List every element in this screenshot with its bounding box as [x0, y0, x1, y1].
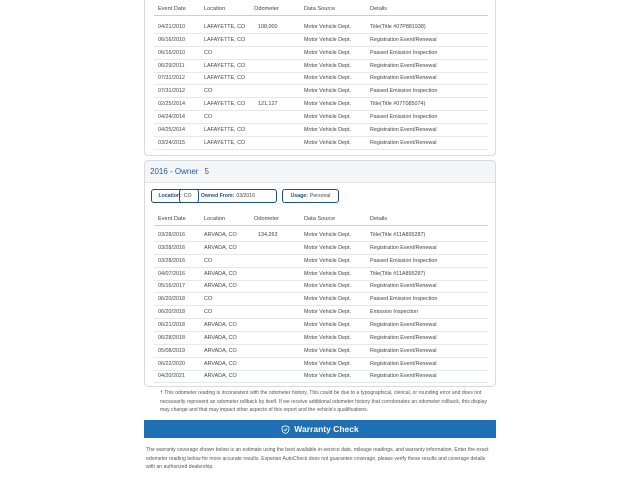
- cell-data-source: Motor Vehicle Dept.: [304, 296, 352, 303]
- col-event-date: Event Date: [158, 216, 186, 222]
- cell-data-source: Motor Vehicle Dept.: [304, 139, 352, 146]
- cell-event-date: 04/07/2016: [158, 270, 185, 277]
- table-row: [154, 345, 488, 358]
- cell-data-source: Motor Vehicle Dept.: [304, 101, 352, 108]
- col-location: Location: [204, 6, 226, 12]
- table-row: [154, 358, 488, 371]
- table-header: [154, 213, 488, 226]
- cell-event-date: 04/24/2014: [158, 113, 185, 120]
- cell-details: Passed Emission Inspection: [370, 257, 438, 264]
- col-data-source: Data Source: [304, 6, 336, 12]
- cell-details: Passed Emission Inspection: [370, 113, 438, 120]
- cell-details: Registration Event/Renewal: [370, 75, 437, 82]
- cell-details: Passed Emission Inspection: [370, 296, 438, 303]
- cell-data-source: Motor Vehicle Dept.: [304, 36, 352, 43]
- cell-location: CO: [204, 309, 213, 316]
- cell-data-source: Motor Vehicle Dept.: [304, 88, 352, 95]
- table-row: [154, 293, 488, 306]
- cell-location: CO: [204, 296, 213, 303]
- cell-details: Title(Title #11A895287): [370, 270, 426, 277]
- cell-event-date: 04/20/2021: [158, 373, 185, 380]
- owner-number: 5: [204, 167, 209, 176]
- cell-data-source: Motor Vehicle Dept.: [304, 62, 352, 69]
- warranty-title: Warranty Check: [294, 424, 359, 434]
- owned-from-label: Owned From:: [200, 193, 235, 199]
- cell-event-date: 06/28/2018: [158, 334, 185, 341]
- table-row: [154, 85, 488, 98]
- cell-details: Registration Event/Renewal: [370, 62, 437, 69]
- table-row: [154, 98, 488, 111]
- cell-location: CO: [204, 49, 213, 56]
- col-location: Location: [204, 216, 226, 222]
- cell-event-date: 07/31/2012: [158, 88, 185, 95]
- location-value: CO: [183, 193, 192, 199]
- cell-event-date: 07/31/2012: [158, 75, 185, 82]
- cell-event-date: 06/21/2018: [158, 321, 185, 328]
- cell-location: LAFAYETTE, CO: [204, 24, 246, 30]
- cell-event-date: 04/25/2014: [158, 126, 185, 133]
- cell-event-date: 03/28/2016: [158, 257, 185, 264]
- table-row: [154, 21, 488, 34]
- table-row: [154, 319, 488, 332]
- cell-details: Registration Event/Renewal: [370, 360, 437, 367]
- cell-event-date: 06/22/2020: [158, 360, 185, 367]
- cell-event-date: 03/28/2016: [158, 232, 185, 238]
- table-row: [154, 111, 488, 124]
- cell-event-date: 04/21/2010: [158, 24, 185, 30]
- cell-location: CO: [204, 88, 213, 95]
- cell-details: Registration Event/Renewal: [370, 139, 437, 146]
- cell-location: ARVADA, CO: [204, 270, 237, 277]
- table-row: [154, 72, 488, 85]
- owner-card: [144, 160, 496, 387]
- cell-details: Emission Inspection: [370, 309, 418, 316]
- location-label: Location:: [158, 193, 182, 199]
- cell-location: LAFAYETTE, CO: [204, 126, 246, 133]
- cell-location: ARVADA, CO: [204, 244, 237, 251]
- owner-header: [145, 161, 495, 183]
- table-row: [154, 124, 488, 137]
- cell-location: ARVADA, CO: [204, 360, 237, 367]
- cell-details: Title(Title #07P881938): [370, 24, 426, 30]
- usage-pill: [282, 189, 339, 203]
- cell-data-source: Motor Vehicle Dept.: [304, 126, 352, 133]
- table-row: [154, 370, 488, 383]
- cell-location: LAFAYETTE, CO: [204, 139, 246, 146]
- cell-data-source: Motor Vehicle Dept.: [304, 283, 352, 290]
- cell-details: Registration Event/Renewal: [370, 334, 437, 341]
- table-row: [154, 47, 488, 60]
- cell-details: Registration Event/Renewal: [370, 283, 437, 290]
- col-details: Details: [370, 216, 388, 222]
- cell-event-date: 02/25/2014: [158, 101, 185, 108]
- cell-data-source: Motor Vehicle Dept.: [304, 270, 352, 277]
- table-row: [154, 255, 488, 268]
- cell-data-source: Motor Vehicle Dept.: [304, 49, 352, 56]
- cell-details: Passed Emission Inspection: [370, 88, 438, 95]
- cell-event-date: 03/24/2015: [158, 139, 185, 146]
- cell-data-source: Motor Vehicle Dept.: [304, 360, 352, 367]
- cell-details: Registration Event/Renewal: [370, 126, 437, 133]
- cell-event-date: 06/16/2010: [158, 49, 185, 56]
- table-row: [154, 280, 488, 293]
- usage-label: Usage:: [290, 193, 308, 199]
- cell-event-date: 06/20/2018: [158, 309, 185, 316]
- shield-icon: [281, 425, 290, 434]
- cell-location: ARVADA, CO: [204, 347, 237, 354]
- cell-details: Passed Emission Inspection: [370, 49, 438, 56]
- cell-event-date: 03/28/2016: [158, 244, 185, 251]
- cell-location: ARVADA, CO: [204, 321, 237, 328]
- cell-data-source: Motor Vehicle Dept.: [304, 244, 352, 251]
- cell-details: Registration Event/Renewal: [370, 36, 437, 43]
- cell-details: Title(Title #07T085074): [370, 101, 426, 108]
- table-row: [154, 229, 488, 242]
- cell-location: CO: [204, 257, 213, 264]
- cell-location: ARVADA, CO: [204, 283, 237, 290]
- cell-data-source: Motor Vehicle Dept.: [304, 373, 352, 380]
- cell-odometer: 121,127: [258, 101, 278, 108]
- table-row: [154, 137, 488, 150]
- table-row: [154, 242, 488, 255]
- warranty-description: The warranty coverage shown below is an estimate using the best available in-service date, mileage readings, and warranty information. Enter the exact odometer reading below for more accurate results. Experian AutoCheck does not guarantee coverage, please verify these results and coverage details with an authorized dealership.: [146, 447, 489, 470]
- cell-event-date: 06/16/2010: [158, 36, 185, 43]
- cell-location: ARVADA, CO: [204, 334, 237, 341]
- history-card-previous-owner: [144, 0, 496, 156]
- cell-data-source: Motor Vehicle Dept.: [304, 232, 352, 238]
- cell-location: ARVADA, CO: [204, 232, 237, 238]
- cell-location: CO: [204, 113, 213, 120]
- cell-data-source: Motor Vehicle Dept.: [304, 321, 352, 328]
- cell-location: LAFAYETTE, CO: [204, 75, 246, 82]
- cell-odometer: 134,263: [258, 232, 278, 238]
- cell-data-source: Motor Vehicle Dept.: [304, 347, 352, 354]
- table-row: [154, 332, 488, 345]
- cell-location: ARVADA, CO: [204, 373, 237, 380]
- table-header: [154, 3, 488, 16]
- cell-details: Registration Event/Renewal: [370, 373, 437, 380]
- col-odometer: Odometer: [254, 6, 279, 12]
- table-row: [154, 268, 488, 281]
- cell-location: LAFAYETTE, CO: [204, 101, 246, 108]
- cell-details: Registration Event/Renewal: [370, 347, 437, 354]
- warranty-check-banner: [144, 420, 496, 438]
- cell-data-source: Motor Vehicle Dept.: [304, 75, 352, 82]
- cell-details: Registration Event/Renewal: [370, 244, 437, 251]
- col-details: Details: [370, 6, 388, 12]
- cell-odometer: 108,000: [258, 24, 278, 30]
- cell-location: LAFAYETTE, CO: [204, 36, 246, 43]
- cell-event-date: 05/08/2019: [158, 347, 185, 354]
- table-row: [154, 60, 488, 73]
- odometer-footnote: † This odometer reading is inconsistent with the odometer history. This could be due to a typographical, clerical, or rounding error and does not necessarily represent an odometer rollback by itself. If we receive additional odometer history that corroborates an odometer rollback, this display may change and that may impact other aspects of this report and the vehicle's qualifications.: [160, 390, 488, 413]
- cell-event-date: 05/16/2017: [158, 283, 185, 290]
- cell-event-date: 06/29/2011: [158, 62, 185, 69]
- table-row: [154, 306, 488, 319]
- col-event-date: Event Date: [158, 6, 186, 12]
- cell-details: Registration Event/Renewal: [370, 321, 437, 328]
- cell-details: Title(Title #11A895287): [370, 232, 426, 238]
- cell-data-source: Motor Vehicle Dept.: [304, 334, 352, 341]
- table-row: [154, 34, 488, 47]
- cell-data-source: Motor Vehicle Dept.: [304, 257, 352, 264]
- cell-location: LAFAYETTE, CO: [204, 62, 246, 69]
- cell-data-source: Motor Vehicle Dept.: [304, 309, 352, 316]
- owned-from-value: 03/2016: [236, 193, 256, 199]
- cell-data-source: Motor Vehicle Dept.: [304, 24, 352, 30]
- col-data-source: Data Source: [304, 216, 336, 222]
- cell-data-source: Motor Vehicle Dept.: [304, 113, 352, 120]
- owned-from-pill: [179, 189, 277, 203]
- owner-title: 2016 - Owner: [150, 167, 199, 176]
- col-odometer: Odometer: [254, 216, 279, 222]
- usage-value: Personal: [309, 193, 331, 199]
- cell-event-date: 06/20/2018: [158, 296, 185, 303]
